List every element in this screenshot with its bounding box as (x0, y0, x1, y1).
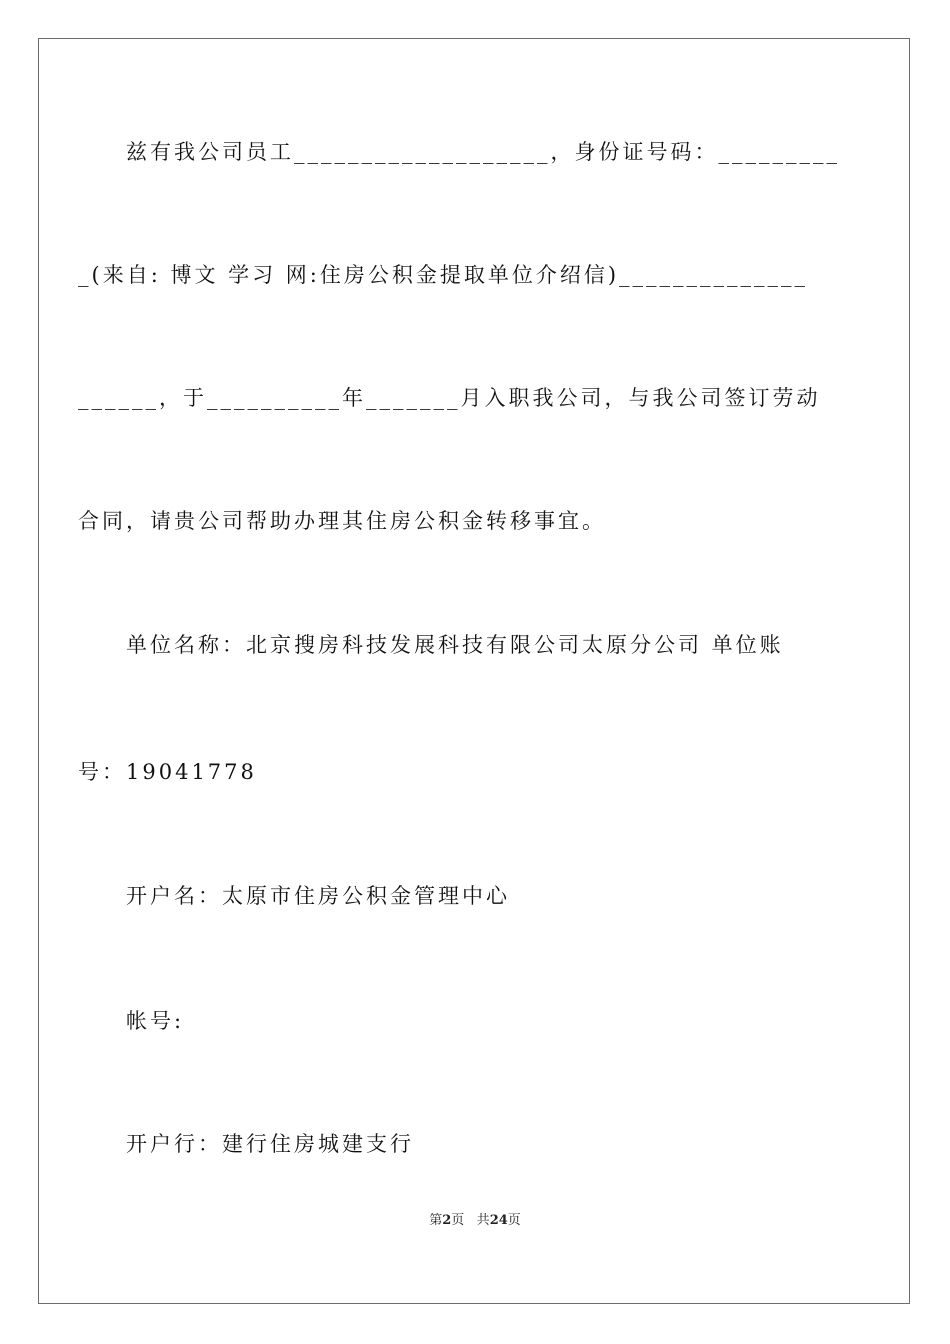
paragraph-line-1: 兹有我公司员工___________________，身份证号码：_________ (126, 140, 840, 164)
paragraph-line-3: ______，于__________年_______月入职我公司，与我公司签订劳动 (78, 386, 821, 410)
paragraph-line-7: 开户名：太原市住房公积金管理中心 (126, 884, 510, 908)
document-page (38, 38, 910, 1304)
paragraph-line-6: 号：19041778 (78, 760, 257, 784)
footer-total-prefix: 共 (476, 1213, 490, 1228)
page-footer (0, 1209, 950, 1228)
paragraph-line-4: 合同，请贵公司帮助办理其住房公积金转移事宜。 (78, 509, 606, 533)
paragraph-line-5: 单位名称：北京搜房科技发展科技有限公司太原分公司 单位账 (126, 633, 784, 657)
paragraph-line-8: 帐号: (126, 1009, 185, 1033)
paragraph-line-9: 开户行：建行住房城建支行 (126, 1132, 414, 1156)
paragraph-line-2: _(来自: 博文 学习 网:住房公积金提取单位介绍信)______________ (78, 263, 809, 287)
total-pages: 24 (489, 1213, 508, 1228)
page-number: 2 (442, 1213, 452, 1228)
footer-total-unit: 页 (507, 1213, 521, 1228)
footer-page-unit: 页 (451, 1213, 465, 1228)
footer-prefix: 第 (429, 1213, 443, 1228)
